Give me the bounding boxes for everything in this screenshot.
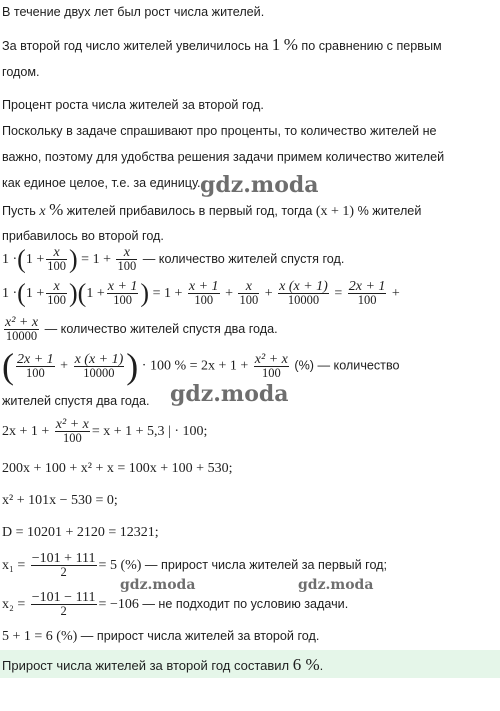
equation-discriminant: D = 10201 + 2120 = 12321; — [2, 525, 159, 540]
equation-root-two: x₂ = $\frac{-101 - 111}{2}$ = −106 — не подходит по условию задачи. — [2, 590, 349, 618]
solution-text: прибавилось во второй год. — [2, 229, 164, 243]
watermark: gdz.moda — [170, 381, 289, 407]
watermark: gdz.moda — [298, 577, 374, 593]
equation-percent: ( $\frac{2x + 1}{100}$ + $\frac{x (x + 1)}{10000}$ ) · 100 % = 2x + 1 + $\frac{\text{x² + x}}{100}$ (%) — количество — [2, 346, 400, 386]
solution-text: как единое целое, т.е. за единицу. — [2, 176, 201, 190]
answer-text: Прирост числа жителей за второй год составил 6 %. — [2, 655, 324, 674]
equation-setup: 2x + 1 + $\frac{\text{x² + x}}{100}$ = x + 1 + 5,3 | · 100; — [2, 417, 208, 445]
watermark: gdz.moda — [120, 577, 196, 593]
answer-box — [0, 650, 500, 678]
watermark: gdz.moda — [200, 172, 319, 198]
equation-two-years-cont: $\frac{\text{x² + x}}{10000}$ — количество жителей спустя два года. — [5, 315, 278, 343]
problem-statement-line: В течение двух лет был рост числа жителей. — [2, 5, 265, 19]
solution-text: Поскольку в задаче спрашивают про проценты, то количество жителей не — [2, 124, 437, 138]
equation-quadratic: x² + 101x − 530 = 0; — [2, 493, 118, 508]
problem-statement-line: За второй год число жителей увеличилось на 1 % по сравнению с первым — [2, 35, 442, 54]
solution-text: жителей спустя два года. — [2, 394, 150, 408]
question-line: Процент роста числа жителей за второй год. — [2, 98, 264, 112]
equation-multiplied: 200x + 100 + x² + x = 100x + 100 + 530; — [2, 461, 233, 476]
equation-second-year: 5 + 1 = 6 (%) — прирост числа жителей за второй год. — [2, 629, 320, 644]
equation-one-year: 1 ·(1 + $\frac{x}{100}$ ) = 1 + $\frac{x}{100}$ — количество жителей спустя год. — [2, 244, 345, 274]
equation-root-one: x₁ = $\frac{-101 + 111}{2}$ = 5 (%) — прирост числа жителей за первый год; — [2, 551, 388, 579]
problem-statement-line: годом. — [2, 65, 40, 79]
solution-text: Пусть x % жителей прибавилось в первый год, тогда (x + 1) % жителей — [2, 200, 422, 219]
equation-two-years: 1 ·(1 + $\frac{x}{100}$ )(1 + $\frac{x + 1}{100}$ ) = 1 + $\frac{x + 1}{100}$ + $\frac{x}{100}$ + $\frac{x (x + 1)}{10000}$ = $\frac{2x + 1}{100}$ + — [2, 278, 400, 308]
solution-text: важно, поэтому для удобства решения задачи примем количество жителей — [2, 150, 445, 164]
